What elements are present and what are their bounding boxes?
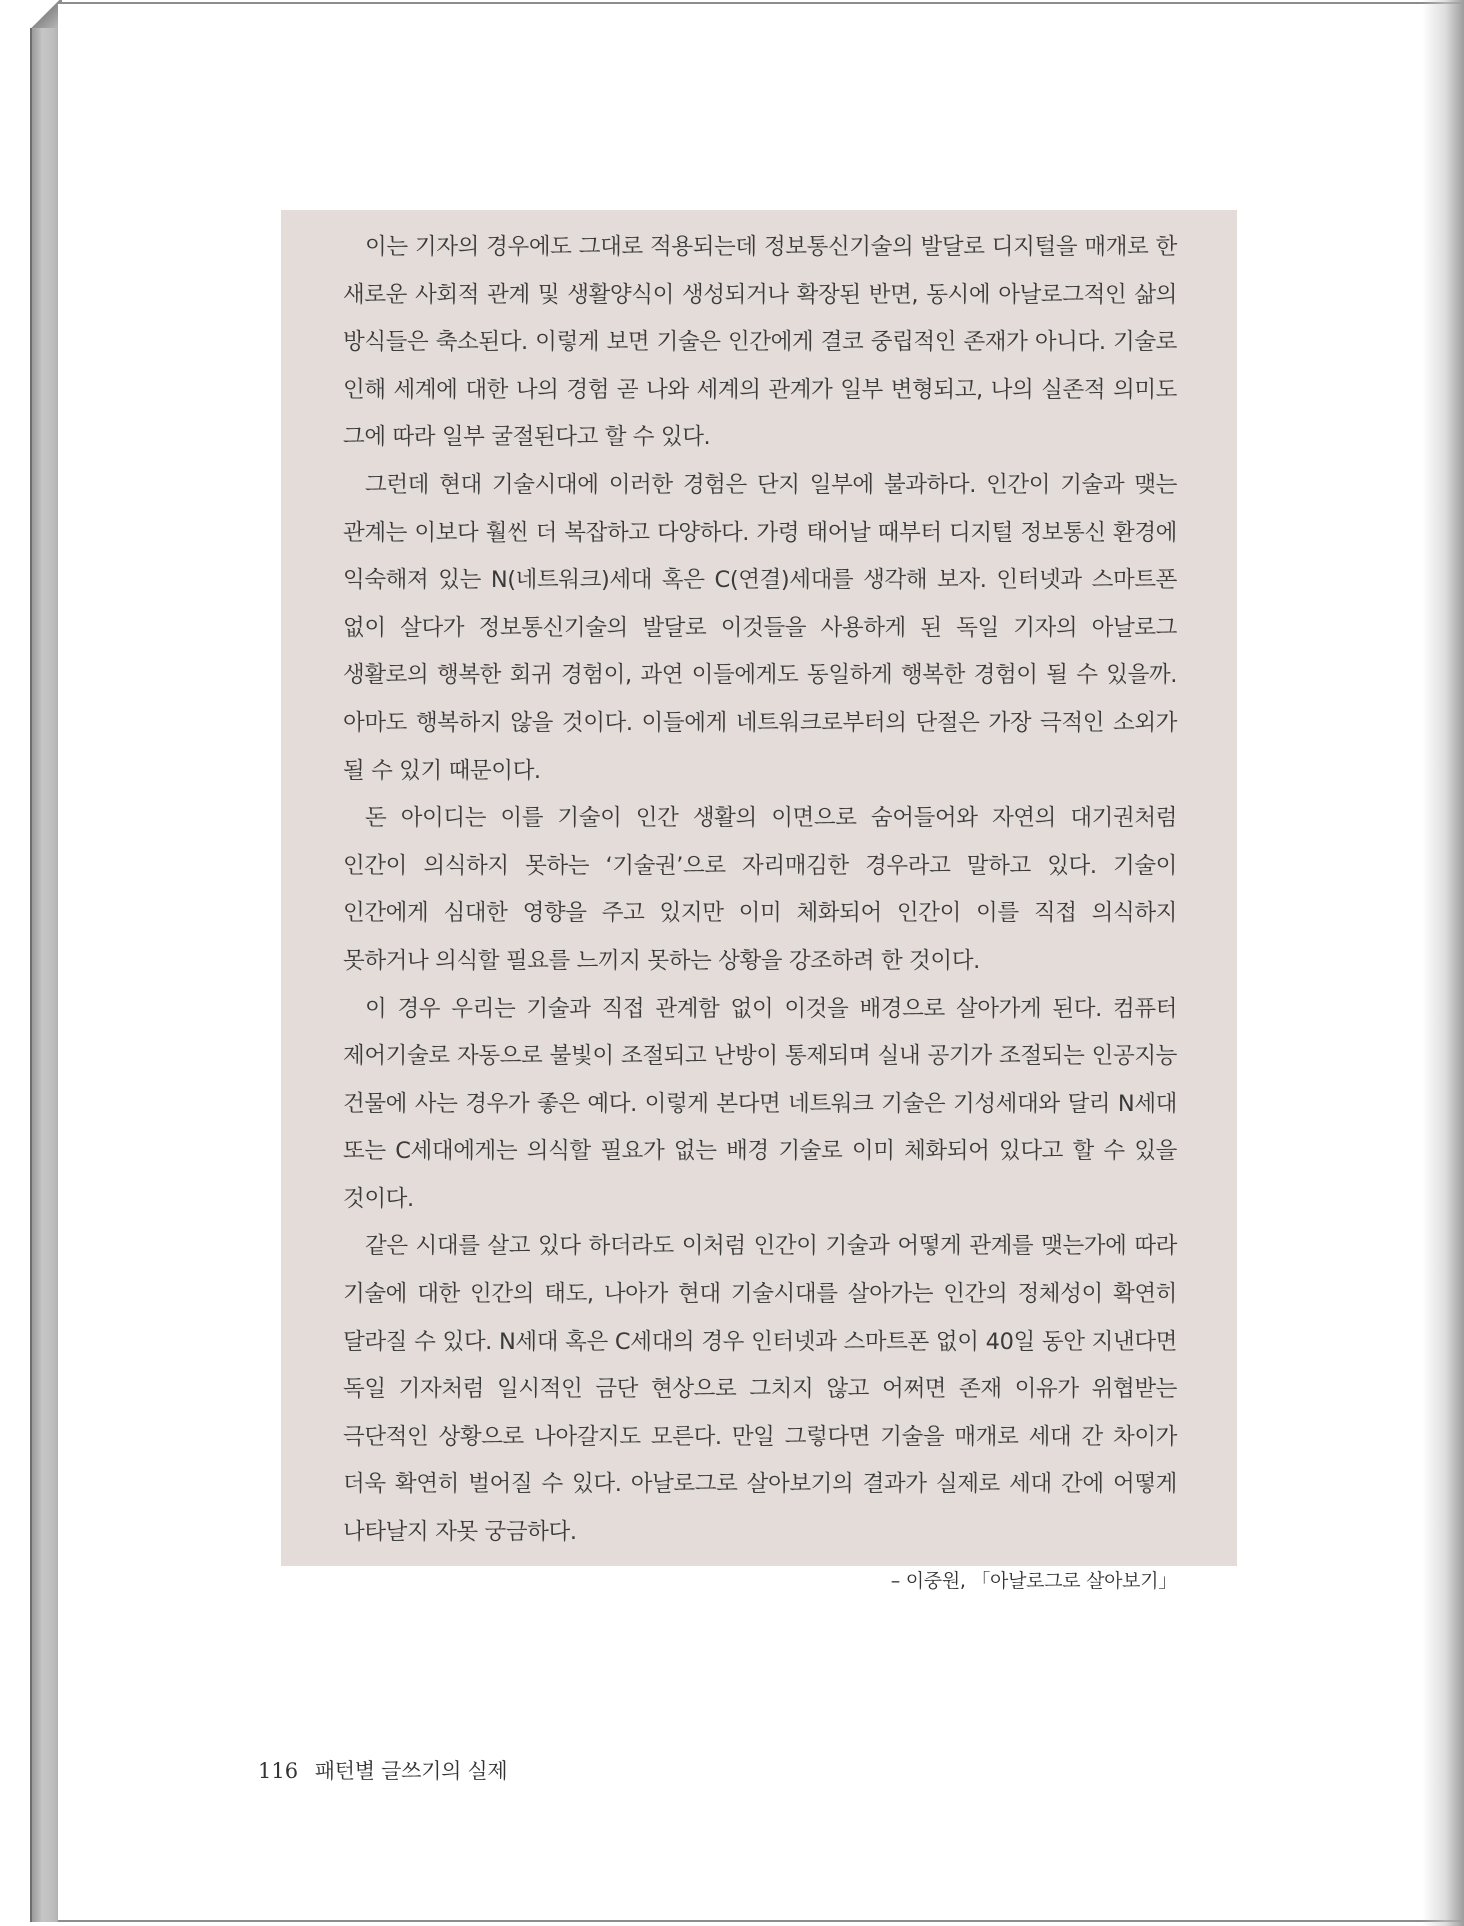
page-number: 116 (258, 1759, 299, 1783)
quote-source: – 이중원, 「아날로그로 살아보기」 (890, 1569, 1177, 1592)
quote-paragraph-5: 같은 시대를 살고 있다 하더라도 이처럼 인간이 기술과 어떻게 관계를 맺는가에 따라 기술에 대한 인간의 태도, 나아가 현대 기술시대를 살아가는 인간의 정체성이 확연히 달라질 수 있다. N세대 혹은 C세대의 경우 인터넷과 스마트폰 없이 40일 동안 지낸다면 독일 기자처럼 일시적인 금단 현상으로 그치지 않고 어쩌면 존재 이유가 위협받는 극단적인 상황으로 나아갈지도 모른다. 만일 그렇다면 기술을 매개로 세대 간 차이가 더욱 확연히 벌어질 수 있다. 아날로그로 살아보기의 결과가 실제로 세대 간에 어떻게 나타날지 자못 궁금하다. (343, 1233, 1177, 1546)
page-edge-shadow (1422, 0, 1464, 1926)
running-title: 패턴별 글쓰기의 실제 (314, 1759, 508, 1783)
quote-box (281, 210, 1237, 1592)
quote-paragraph-2: 그런데 현대 기술시대에 이러한 경험은 단지 일부에 불과하다. 인간이 기술과 맺는 관계는 이보다 훨씬 더 복잡하고 다양하다. 가령 태어날 때부터 디지털 정보통신 환경에 익숙해져 있는 N(네트워크)세대 혹은 C(연결)세대를 생각해 보자. 인터넷과 스마트폰 없이 살다가 정보통신기술의 발달로 이것들을 사용하게 된 독일 기자의 아날로그 생활로의 행복한 회귀 경험이, 과연 이들에게도 동일하게 행복한 경험이 될 수 있을까. 아마도 행복하지 않을 것이다. 이들에게 네트워크로부터의 단절은 가장 극적인 소외가 될 수 있기 때문이다. (343, 471, 1177, 784)
quote-paragraph-4: 이 경우 우리는 기술과 직접 관계함 없이 이것을 배경으로 살아가게 된다. 컴퓨터 제어기술로 자동으로 불빛이 조절되고 난방이 통제되며 실내 공기가 조절되는 인공지능 건물에 사는 경우가 좋은 예다. 이렇게 본다면 네트워크 기술은 기성세대와 달리 N세대 또는 C세대에게는 의식할 필요가 없는 배경 기술로 이미 체화되어 있다고 할 수 있을 것이다. (343, 995, 1177, 1212)
page-footer (258, 1756, 507, 1786)
quote-paragraph-3: 돈 아이디는 이를 기술이 인간 생활의 이면으로 숨어들어와 자연의 대기권처럼 인간이 의식하지 못하는 ‘기술권’으로 자리매김한 경우라고 말하고 있다. 기술이 인간에게 심대한 영향을 주고 있지만 이미 체화되어 인간이 이를 직접 의식하지 못하거나 의식할 필요를 느끼지 못하는 상황을 강조하려 한 것이다. (343, 805, 1177, 974)
quote-paragraph-1: 이는 기자의 경우에도 그대로 적용되는데 정보통신기술의 발달로 디지털을 매개로 한 새로운 사회적 관계 및 생활양식이 생성되거나 확장된 반면, 동시에 아날로그적인 삶의 방식들은 축소된다. 이렇게 보면 기술은 인간에게 결코 중립적인 존재가 아니다. 기술로 인해 세계에 대한 나의 경험 곧 나와 세계의 관계가 일부 변형되고, 나의 실존적 의미도 그에 따라 일부 굴절된다고 할 수 있다. (343, 234, 1177, 451)
